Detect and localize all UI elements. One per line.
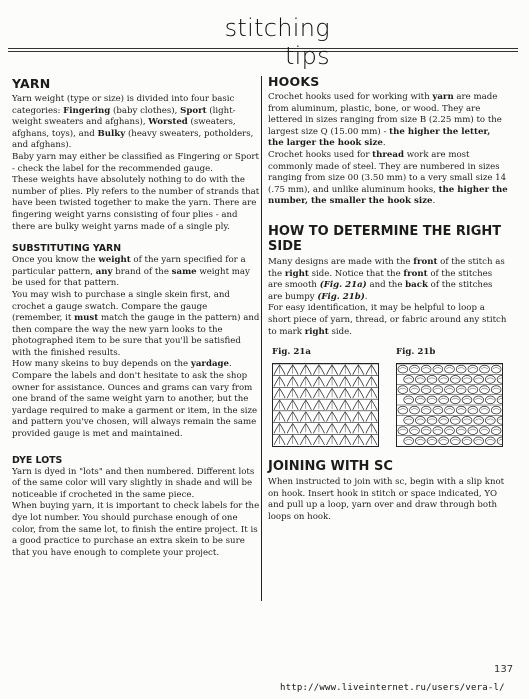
dye-lots-heading: DYE LOTS [12,454,63,466]
right-side-heading: HOW TO DETERMINE THE RIGHT SIDE [268,223,502,254]
yarn-paragraph-3: These weights have absolutely nothing to do with the number of plies. Ply refers to the number of strands that have been twisted together to make the yarn. There are fingering weight yarns consisting of four plies - and there are bulky weight yarns made of a single ply. [12,175,260,232]
yarn-heading: YARN [12,76,51,91]
joining-paragraph: When instructed to join with sc, begin with a slip knot on hook. Insert hook in stitch or space indicated, YO and pull up a loop, yarn over and draw through both loops on hook. [268,477,505,522]
figure-21b-label: Fig. 21b [396,347,436,358]
left-column [12,76,260,559]
substituting-paragraph-2: You may wish to purchase a single skein first, and crochet a gauge swatch. Compare the gauge (remember, it must match the gauge in the pattern) and then compare the way the new yarn looks to the photographed item to be sure that you'll be satisfied with the finished results. [12,289,260,358]
yarn-paragraph-1: Yarn weight (type or size) is divided into four basic categories: Fingering (baby clothes), Sport (light-weight sweaters and afghans), Worsted (sweaters, afghans, toys), and Bulky (heavy sweaters, potholders, and afghans). [12,94,254,151]
figure-21a [272,347,379,447]
hooks-paragraph-2: Crochet hooks used for thread work are most commonly made of steel. They are numbered in sizes ranging from size 00 (3.50 mm) to a very small size 14 (.75 mm), and unlike aluminum hooks, the higher the number, the smaller the hook size. [268,149,508,207]
dye-lots-paragraph-1: Yarn is dyed in "lots" and then numbered. Different lots of the same color will vary slightly in shade and will be noticeable if crocheted in the same piece. [12,466,255,500]
page-title: stitching tips [224,14,330,70]
right-side-paragraph-2: For easy identification, it may be helpful to loop a short piece of yarn, thread, or fabric around any stitch to mark right side. [268,303,507,337]
dye-lots-paragraph-2: When buying yarn, it is important to check labels for the dye lot number. You should purchase enough of one color, from the same lot, to finish the entire project. It is a good practice to purchase an extra skein to be sure that you have enough to complete your project. [12,501,260,558]
right-side-paragraph-1: Many designs are made with the front of the stitch as the right side. Notice that the front of the stitches are smooth (Fig. 21a) and the back of the stitches are bumpy (Fig. 21b). [268,256,505,302]
joining-heading: JOINING WITH SC [268,459,393,475]
hooks-paragraph-1: Crochet hooks used for working with yarn are made from aluminum, plastic, bone, or wood. They are lettered in sizes ranging from size B (2.25 mm) to the largest size Q (15.00 mm) - the higher the letter, the larger the hook size. [268,92,502,149]
yarn-paragraph-2: Baby yarn may either be classified as Fingering or Sport - check the label for the recommended gauge. [12,151,259,174]
figures [268,347,508,451]
figure-21b [396,347,503,447]
hooks-heading: HOOKS [268,74,320,89]
figure-21a-label: Fig. 21a [272,347,311,358]
substituting-paragraph-3: How many skeins to buy depends on the yardage. Compare the labels and don't hesitate to ask the shop owner for assistance. Ounces and grams can vary from one brand of the same weight yarn to another, but the yardage required to make a garment or item, in the size and pattern you've chosen, will always remain the same provided gauge is met and maintained. [12,359,258,440]
right-column [268,74,508,523]
substituting-paragraph-1: Once you know the weight of the yarn specified for a particular pattern, any brand of the same weight may be used for that pattern. [12,255,250,289]
substituting-heading: SUBSTITUTING YARN [12,243,122,255]
column-divider [261,76,262,601]
watermark-url: http://www.liveinternet.ru/users/vera-l/ [280,683,505,693]
page-number: 137 [494,664,514,675]
smooth-stitch-illustration [272,363,379,447]
bumpy-stitch-illustration [396,363,503,447]
